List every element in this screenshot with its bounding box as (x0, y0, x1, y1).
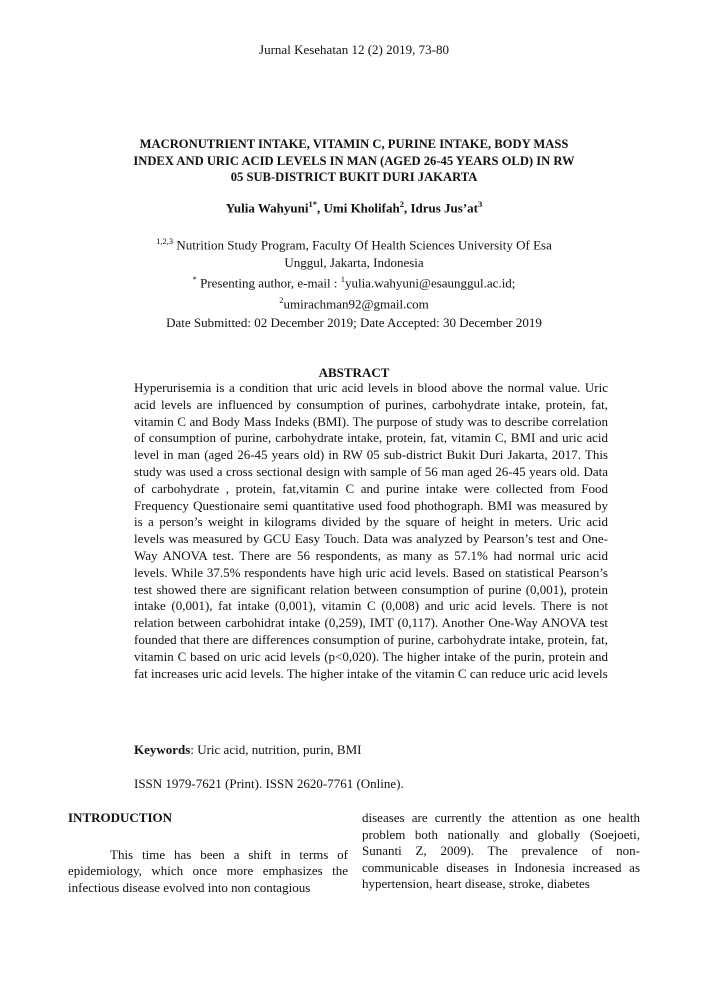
presenting-author-text: Presenting author, e-mail : (196, 275, 341, 291)
introduction-heading: INTRODUCTION (68, 810, 173, 825)
keywords-label: Keywords (134, 742, 191, 757)
author-name: Umi Kholifah (323, 200, 400, 216)
introduction-paragraph: This time has been a shift in terms of epidemiology, which once more emphasizes the infectious disease evolved into non contagious (68, 846, 348, 895)
submission-dates: Date Submitted: 02 December 2019; Date Accepted: 30 December 2019 (166, 315, 542, 330)
presenting-superscript: * (192, 274, 197, 285)
affiliation-superscript: 1,2,3 (156, 236, 174, 246)
email-address[interactable]: yulia.wahyuni@esaunggul.ac.id; (344, 275, 516, 291)
author-superscript: 3 (478, 199, 483, 209)
affiliation-text: Nutrition Study Program, Faculty Of Health Sciences University Of Esa Unggul, Jakarta, Indonesia (173, 237, 552, 270)
affiliation-block (140, 233, 568, 313)
author-name: Yulia Wahyuni (225, 200, 309, 216)
author-separator: , (403, 200, 411, 216)
author-superscript: 2 (399, 199, 404, 209)
abstract-body: Hyperurisemia is a condition that uric acid levels in blood above the normal value. Uric acid levels are influenced by consumption of purines, carbohydrate intake, protein, fat, vitamin C and Body Mass Indeks (BMI). The purpose of study was to describe correlation of consumption of purine, carbohydrate intake, protein, fat, vitamin C, BMI and uric acid level in man (aged 26-45 years old) in RW 05 sub-district Bukit Duri Jakarta, 2017. This study was used a cross sectional design with sample of 56 man aged 26-45 years old. Data of carbohydrate , protein, fat,vitamin C and purine intake were collected from Food Frequency Questionaire semi quantitative used food phothograph. BMI was measured by is a person’s weight in kilograms divided by the square of height in meters. Uric acid levels was measured by GCU Easy Touch. Data was analyzed by Pearson’s test and One-Way ANOVA test. There are 56 respondents, as many as 57.1% had normal uric acid levels. While 37.5% respondents have high uric acid levels. Based on statistical Pearson’s test showed there are significant relation between consumption of purine (0,001), protein intake (0,001), fat intake (0,001), vitamin C (0,008) and uric acid levels. There is not relation between carbohidrat intake (0,259), IMT (0,117). Another One-Way ANOVA test founded that there are differences consumption of purine, carbohydrate intake, protein, fat, vitamin C based on uric acid levels (p<0,020). The higher intake of the purin, protein and fat increases uric acid levels. The higher intake of the vitamin C can reduce uric acid levels (134, 380, 608, 681)
email-address[interactable]: umirachman92@gmail.com (283, 296, 429, 312)
journal-header: Jurnal Kesehatan 12 (2) 2019, 73-80 (259, 42, 449, 57)
author-superscript: 1* (308, 199, 317, 209)
right-column-paragraph: diseases are currently the attention as one health problem both nationally and globally (Soejoeti, Sunanti Z, 2009). The prevalence of non-communicable diseases in Indonesia increased as hypertension, heart disease, stroke, diabetes (362, 810, 640, 892)
paper-title: MACRONUTRIENT INTAKE, VITAMIN C, PURINE INTAKE, BODY MASS INDEX AND URIC ACID LEVELS IN MAN (AGED 26-45 YEARS OLD) IN RW 05 SUB-DISTRICT BUKIT DURI JAKARTA (133, 137, 575, 184)
author-name: Idrus Jus’at (410, 200, 478, 216)
keywords-line (134, 742, 608, 758)
issn-line: ISSN 1979-7621 (Print). ISSN 2620-7761 (Online). (134, 776, 404, 791)
email-superscript: 2 (279, 295, 284, 306)
left-column (68, 810, 348, 896)
abstract-heading: ABSTRACT (318, 365, 390, 380)
author-separator: , (316, 200, 324, 216)
author-list (0, 199, 708, 216)
email-superscript: 1 (340, 274, 345, 285)
keywords-text: : Uric acid, nutrition, purin, BMI (190, 742, 362, 757)
